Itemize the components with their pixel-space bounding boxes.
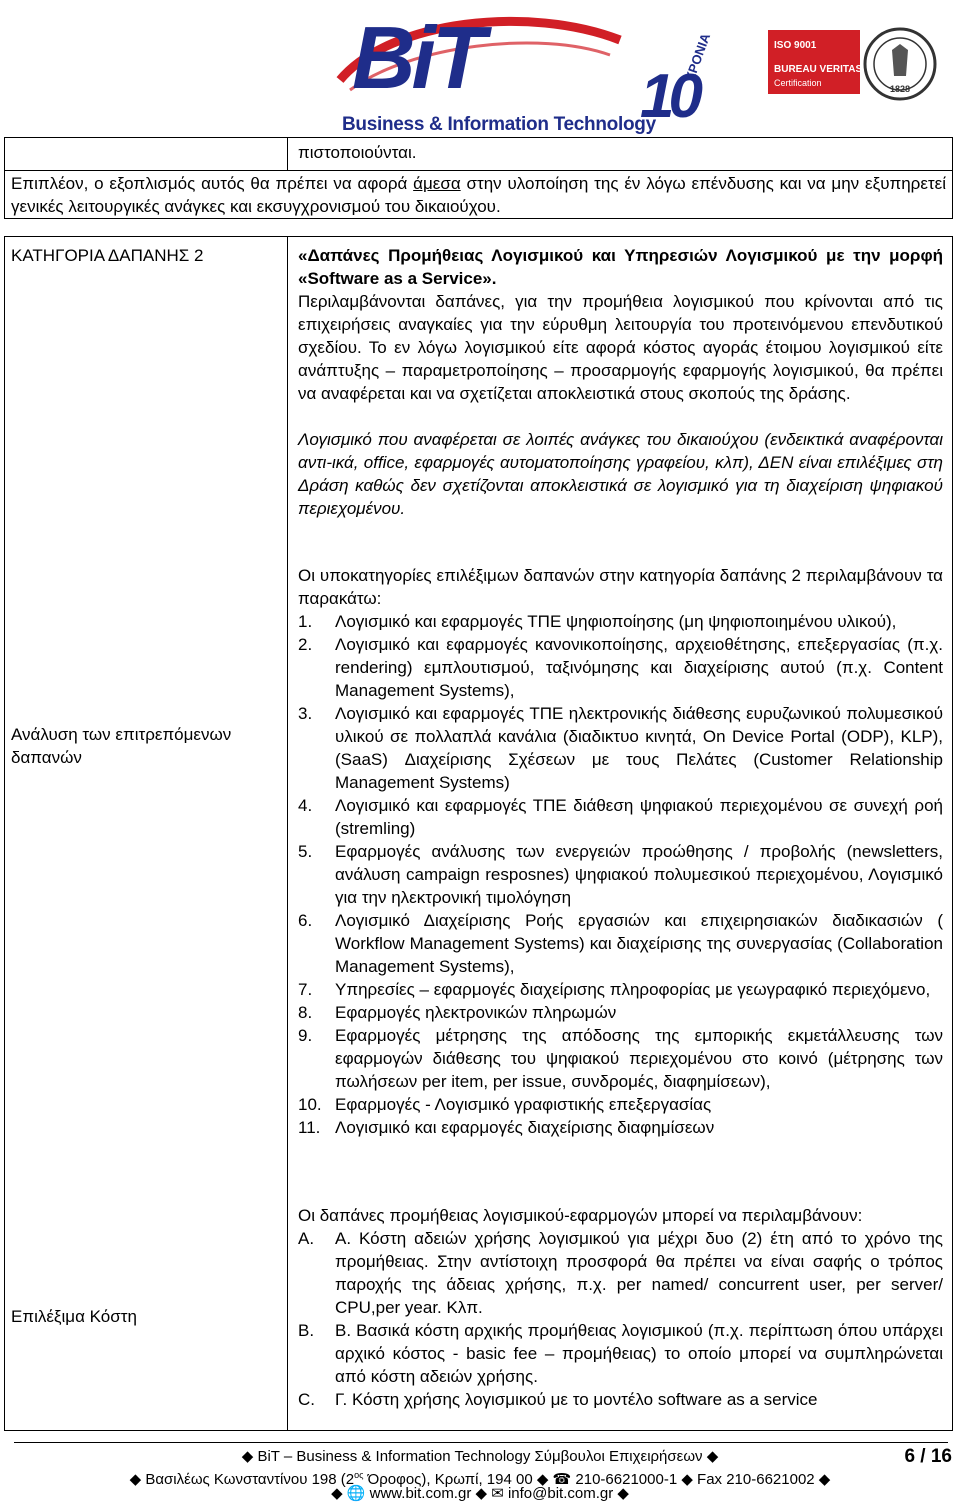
list-item bbox=[298, 1319, 943, 1388]
list-item-text: Λογισμικό Διαχείρισης Ροής εργασιών και επιχειρησιακών διαδικασιών ( Workflow Management Systems) και διαχείρισης της συνεργασίας (Collaboration Management Systems), bbox=[335, 911, 943, 976]
footer-company-line: ◆ BiT – Business & Information Technology Σύμβουλοι Επιχειρήσεων ◆ bbox=[241, 1448, 719, 1465]
list-item-text: Εφαρμογές - Λογισμικό γραφιστικής επεξεργασίας bbox=[335, 1095, 712, 1114]
diamond-bullet-icon: ◆ bbox=[617, 1485, 629, 1502]
list-item-text: Λογισμικό και εφαρμογές διαχείρισης διαφημίσεων bbox=[335, 1118, 715, 1137]
diamond-bullet-icon: ◆ bbox=[681, 1471, 698, 1488]
iso-certification-badge: ISO 9001 BUREAU VERITAS Certification bbox=[768, 30, 860, 94]
footer-web-line bbox=[0, 1485, 960, 1503]
list-item bbox=[298, 1116, 943, 1139]
list-item bbox=[298, 1001, 943, 1024]
anniversary-number: 10 bbox=[640, 62, 697, 131]
category-content bbox=[298, 244, 943, 520]
list-item-number: 1. bbox=[298, 612, 313, 631]
list-item-number: B. bbox=[298, 1321, 315, 1340]
diamond-bullet-icon: ◆ bbox=[536, 1471, 553, 1488]
page-header bbox=[0, 0, 960, 140]
footer-address-line: ◆ Βασιλέως Κωνσταντίνου 198 ($2^{o\varsigma}$ Όροφος), Κρωπί, 194 00 ◆ ☎ 210-6621000-1 ◆ Fax 210-6621002 ◆ bbox=[129, 1470, 831, 1488]
footer-website-link[interactable]: www.bit.com.gr bbox=[369, 1485, 472, 1502]
diamond-bullet-icon: ◆ bbox=[475, 1485, 492, 1502]
analysis-content bbox=[298, 564, 943, 1139]
list-item-number: 4. bbox=[298, 796, 313, 815]
bit-logo-tagline: Business & Information Technology bbox=[342, 114, 656, 135]
list-item bbox=[298, 1388, 943, 1411]
category-title: «Δαπάνες Προμήθειας Λογισμικού και Υπηρεσιών Λογισμικού με την μορφή «Software as a Service». bbox=[298, 246, 943, 288]
diamond-bullet-icon: ◆ bbox=[129, 1471, 146, 1488]
list-item-text: Εφαρμογές μέτρησης της απόδοσης της εμπορικής εκμετάλλευσης των εφαρμογών διάθεσης του ψηφιακού περιεχομένου στο κοινό (μέτρησης των πωλήσεων per item, per issue, συνδρομές, διαφημίσεων), bbox=[335, 1026, 943, 1091]
footer-divider bbox=[14, 1442, 948, 1443]
list-item-text: Λογισμικό και εφαρμογές ΤΠΕ ψηφιοποίησης (μη ψηφιοποιημένου υλικού), bbox=[335, 612, 897, 631]
list-item-text: Λογισμικό και εφαρμογές ΤΠΕ διάθεση ψηφιακού περιεχομένου σε συνεχή ροή (stremling) bbox=[335, 796, 943, 838]
list-item bbox=[298, 840, 943, 909]
list-item-number: 9. bbox=[298, 1026, 313, 1045]
list-item-number: 8. bbox=[298, 1003, 313, 1022]
eligible-costs-label: Επιλέξιμα Κόστη bbox=[11, 1307, 137, 1326]
analysis-intro: Οι υποκατηγορίες επιλέξιμων δαπανών στην κατηγορία δαπάνης 2 περιλαμβάνουν τα παρακάτω: bbox=[298, 566, 943, 608]
anniversary-word: ΧΡΟΝΙΑ bbox=[682, 31, 714, 84]
list-item bbox=[298, 794, 943, 840]
equipment-paragraph: Επιπλέον, ο εξοπλισμός αυτός θα πρέπει να αφορά άμεσα στην υλοποίηση της έν λόγω επένδυσης και να μην εξυπηρετεί γενικές λειτουργικές ανάγκες και εκσυγχρονισμού του δικαιούχου. bbox=[11, 174, 946, 216]
list-item-text: Γ. Κόστη χρήσης λογισμικού με το μοντέλο software as a service bbox=[335, 1390, 818, 1409]
category-note: Λογισμικό που αναφέρεται σε λοιπές ανάγκες του δικαιούχου (ενδεικτικά αναφέρονται αντι-ικά, office, εφαρμογές αυτοματοποίησης γραφείου, κλπ), ΔΕΝ είναι επιλέξιμες στη Δράση καθώς δεν σχετίζονται αποκλειστικά σε λογισμικό για τη διαχείριση ψηφιακού περιεχομένου. bbox=[298, 430, 943, 518]
list-item bbox=[298, 702, 943, 794]
category-label: ΚΑΤΗΓΟΡΙΑ ΔΑΠΑΝΗΣ 2 bbox=[11, 246, 204, 265]
list-item-text: Λογισμικό και εφαρμογές ΤΠΕ ηλεκτρονικής διάθεσης ευρυζωνικού πολυμεσικού υλικού σε πολλαπλά κανάλια (διαδικτυο κινητά, On Device Portal (ODP), KLP), (SaaS) Διαχείρισης Σχέσεων με τους Πελάτες (Customer Relationship Management Systems) bbox=[335, 704, 943, 792]
list-item-number: 6. bbox=[298, 911, 313, 930]
list-item-text: Υπηρεσίες – εφαρμογές διαχείρισης πληροφορίας με γεωγραφικό περιεχόμενο, bbox=[335, 980, 931, 999]
list-item-number: 3. bbox=[298, 704, 313, 723]
eligible-costs-content bbox=[298, 1204, 943, 1411]
list-item-number: A. bbox=[298, 1229, 315, 1248]
list-item-number: C. bbox=[298, 1390, 315, 1409]
list-item bbox=[298, 1227, 943, 1319]
phone-icon: ☎ bbox=[552, 1471, 572, 1488]
bit-logo: BiT bbox=[352, 8, 482, 107]
footer-phone[interactable]: 210-6621000-1 bbox=[575, 1471, 678, 1488]
analysis-list bbox=[298, 610, 943, 1139]
continued-text: πιστοποιούνται. bbox=[298, 143, 417, 162]
category-description: Περιλαμβάνονται δαπάνες, για την προμήθεια λογισμικού που κρίνονται από τις επιχειρήσεις αναγκαίες για την εύρυθμη λειτουργία του προτεινόμενου επενδυτικού σχεδίου. Το εν λόγω λογισμικού είτε αφορά κόστος αγοράς έτοιμου λογισμικού είτε ανάπτυξης – παραμετροποίησης – προσαρμογής εφαρμογής λογισμικού, θα πρέπει να αναφέρεται και να σχετίζεται αποκλειστικά στους σκοπούς της δράσης. bbox=[298, 292, 943, 403]
list-item bbox=[298, 633, 943, 702]
footer-fax: Fax 210-6621002 bbox=[697, 1471, 815, 1488]
analysis-label: Ανάλυση των επιτρεπόμενων δαπανών bbox=[11, 725, 232, 767]
list-item-number: 10. bbox=[298, 1095, 322, 1114]
footer-email-link[interactable]: info@bit.com.gr bbox=[507, 1485, 614, 1502]
eligible-list bbox=[298, 1227, 943, 1411]
diamond-bullet-icon: ◆ bbox=[241, 1448, 258, 1465]
list-item-number: 2. bbox=[298, 635, 313, 654]
bureau-veritas-seal-icon bbox=[862, 26, 938, 102]
svg-text:1828: 1828 bbox=[889, 84, 911, 94]
list-item bbox=[298, 610, 943, 633]
list-item-text: Εφαρμογές ηλεκτρονικών πληρωμών bbox=[335, 1003, 617, 1022]
diamond-bullet-icon: ◆ bbox=[814, 1471, 831, 1488]
diamond-bullet-icon: ◆ bbox=[702, 1448, 719, 1465]
list-item bbox=[298, 909, 943, 978]
page-number: 6 / 16 bbox=[904, 1446, 952, 1467]
eligible-intro: Οι δαπάνες προμήθειας λογισμικού-εφαρμογών μπορεί να περιλαμβάνουν: bbox=[298, 1206, 863, 1225]
list-item-text: Λογισμικό και εφαρμογές κανονικοποίησης, αρχειοθέτησης, επεξεργασίας (π.χ. rendering) εμπλουτισμού, ταξινόμησης και διαχείρισης αυτού (π.χ. Content Management Systems), bbox=[335, 635, 943, 700]
diamond-bullet-icon: ◆ bbox=[331, 1485, 347, 1502]
list-item-number: 11. bbox=[298, 1118, 321, 1137]
email-icon: ✉ bbox=[491, 1485, 504, 1502]
list-item-text: Εφαρμογές ανάλυσης των ενεργειών προώθησης / προβολής (newsletters, ανάλυση campaign resposnes) ψηφιακού πολυμεσικού περιεχομένου, Λογισμικό για την ηλεκτρονική τιμολόγηση bbox=[335, 842, 943, 907]
list-item bbox=[298, 1024, 943, 1093]
list-item-number: 7. bbox=[298, 980, 313, 999]
list-item-text: Β. Βασικά κόστη αρχικής προμήθειας λογισμικού (π.χ. περίπτωση όπου υπάρχει αρχικό κόστος - basic fee – προμήθειας) το οποίο μπορεί να συμπληρώνεται από κόστη αδειών χρήσης. bbox=[335, 1321, 943, 1386]
globe-icon: 🌐 bbox=[346, 1485, 366, 1502]
list-item bbox=[298, 978, 943, 1001]
list-item-number: 5. bbox=[298, 842, 313, 861]
list-item-text: Α. Κόστη αδειών χρήσης λογισμικού για μέχρι δυο (2) έτη από το χρόνο της προμήθειας. Στην αντίστοιχη προσφορά θα πρέπει να είναι σαφής ο τρόπος παροχής της άδειας χρήσης, π.χ. per named/ concurrent user, per server/ CPU,per year. Κλπ. bbox=[335, 1229, 943, 1317]
list-item bbox=[298, 1093, 943, 1116]
